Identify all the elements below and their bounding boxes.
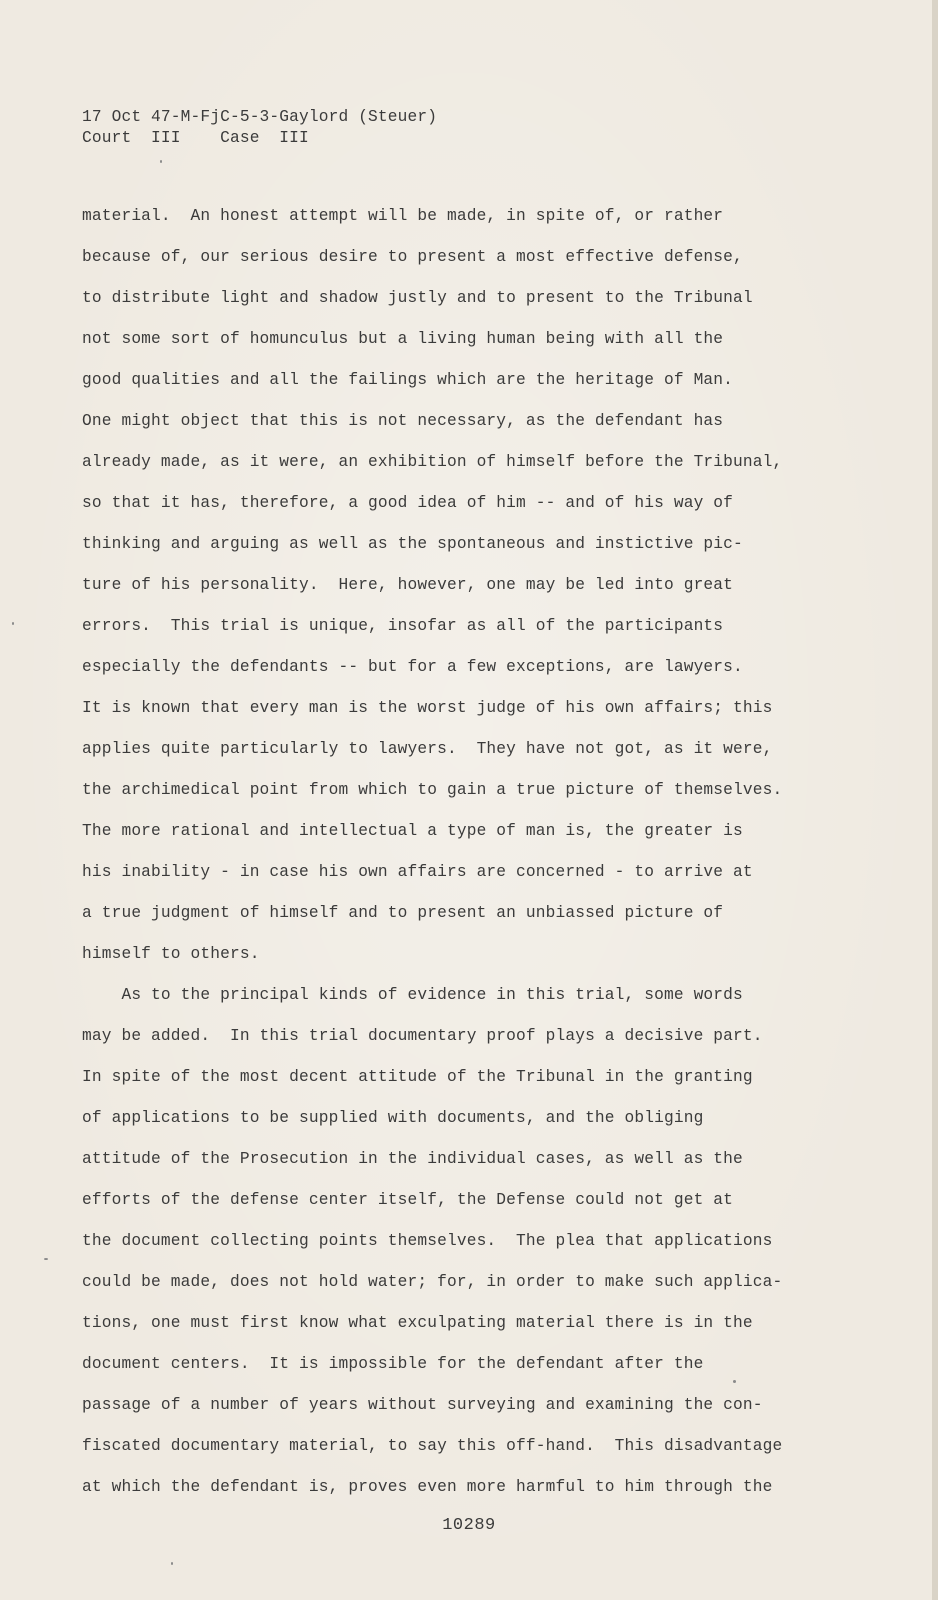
body-line: to distribute light and shadow justly and to present to the Tribunal: [82, 289, 753, 307]
body-line: In spite of the most decent attitude of the Tribunal in the granting: [82, 1068, 753, 1086]
paper-speck: [44, 1258, 48, 1260]
body-line: could be made, does not hold water; for, in order to make such applica-: [82, 1273, 783, 1291]
body-line: tions, one must first know what exculpating material there is in the: [82, 1314, 753, 1332]
body-line: because of, our serious desire to present a most effective defense,: [82, 248, 743, 266]
body-line: efforts of the defense center itself, the Defense could not get at: [82, 1191, 734, 1209]
body-line: may be added. In this trial documentary proof plays a decisive part.: [82, 1027, 763, 1045]
body-line: especially the defendants -- but for a few exceptions, are lawyers.: [82, 658, 743, 676]
body-line: applies quite particularly to lawyers. They have not got, as it were,: [82, 740, 773, 758]
body-line: document centers. It is impossible for the defendant after the: [82, 1355, 704, 1373]
paper-speck: [733, 1380, 736, 1383]
body-line: ture of his personality. Here, however, one may be led into great: [82, 576, 734, 594]
header-court-case-line: Court III Case III: [82, 129, 309, 147]
body-line: As to the principal kinds of evidence in this trial, some words: [82, 986, 743, 1004]
body-line: the archimedical point from which to gain a true picture of themselves.: [82, 781, 783, 799]
body-line: attitude of the Prosecution in the individual cases, as well as the: [82, 1150, 743, 1168]
body-line: errors. This trial is unique, insofar as all of the participants: [82, 617, 724, 635]
body-line: passage of a number of years without surveying and examining the con-: [82, 1396, 763, 1414]
paper-speck: [160, 160, 162, 163]
page-number: 10289: [442, 1516, 496, 1535]
body-line: his inability - in case his own affairs are concerned - to arrive at: [82, 863, 753, 881]
document-header: [82, 104, 437, 146]
body-line: so that it has, therefore, a good idea of him -- and of his way of: [82, 494, 734, 512]
body-line: It is known that every man is the worst judge of his own affairs; this: [82, 699, 773, 717]
body-line: The more rational and intellectual a type of man is, the greater is: [82, 822, 743, 840]
body-line: not some sort of homunculus but a living human being with all the: [82, 330, 724, 348]
paper-speck: [12, 622, 14, 625]
body-line: One might object that this is not necessary, as the defendant has: [82, 412, 724, 430]
body-line: at which the defendant is, proves even more harmful to him through the: [82, 1478, 773, 1496]
body-line: fiscated documentary material, to say this off-hand. This disadvantage: [82, 1437, 783, 1455]
paper-speck: [171, 1562, 173, 1565]
body-line: himself to others.: [82, 945, 260, 963]
header-reference-line: 17 Oct 47-M-FjC-5-3-Gaylord (Steuer): [82, 108, 438, 126]
body-line: material. An honest attempt will be made, in spite of, or rather: [82, 207, 724, 225]
body-line: the document collecting points themselves. The plea that applications: [82, 1232, 773, 1250]
body-line: thinking and arguing as well as the spontaneous and instictive pic-: [82, 535, 743, 553]
body-line: already made, as it were, an exhibition of himself before the Tribunal,: [82, 453, 783, 471]
body-line: good qualities and all the failings which are the heritage of Man.: [82, 371, 734, 389]
body-line: of applications to be supplied with documents, and the obliging: [82, 1109, 704, 1127]
document-body: [82, 203, 912, 1515]
body-line: a true judgment of himself and to present an unbiassed picture of: [82, 904, 724, 922]
